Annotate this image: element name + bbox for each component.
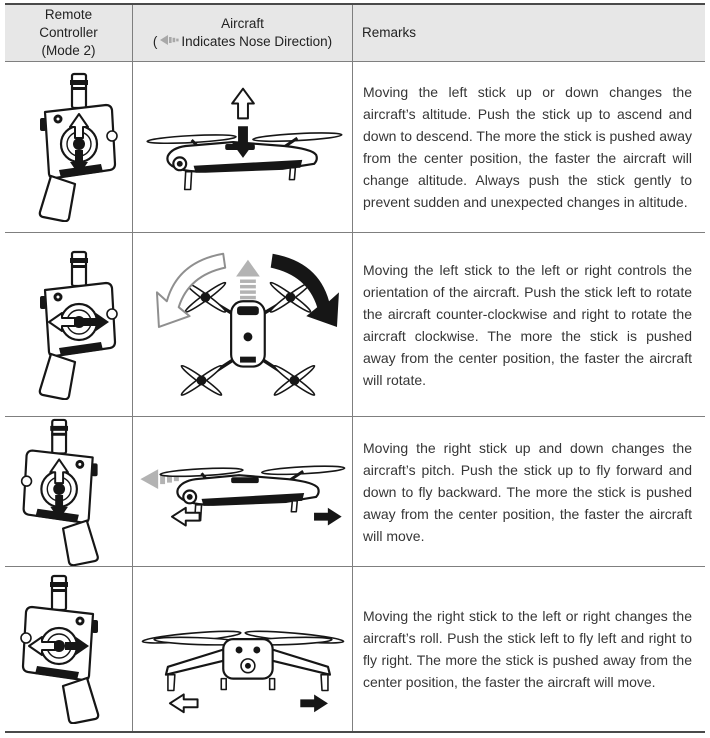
controller-body bbox=[39, 252, 116, 399]
right-stick-up-down-icon bbox=[9, 418, 129, 566]
controller-illustration-row2 bbox=[5, 233, 133, 417]
drone-front-view-left-right-icon bbox=[134, 568, 352, 730]
remarks-row1-text: Moving the left stick up or down changes the aircraft’s altitude. Push the stick up to ascend and down to descend. The more the stick is pushed away from the center position, the faster the aircraft will change altitude. Always push the stick gently to prevent sudden and unexpected changes in altitude. bbox=[363, 84, 692, 210]
drone-side-view-forward-backward-icon bbox=[134, 418, 352, 566]
nose-direction-arrow-up bbox=[236, 259, 260, 299]
header-aircraft-title: Aircraft bbox=[221, 16, 264, 32]
drone-side-view-ascend-descend-icon bbox=[134, 63, 352, 231]
remarks-row3 bbox=[353, 417, 705, 567]
header-remote-controller-line1: Remote bbox=[44, 7, 93, 23]
drone-top-view-rotate-icon bbox=[134, 234, 352, 416]
left-stick-left-right-icon bbox=[9, 250, 129, 400]
left-stick-up-down-icon bbox=[9, 72, 129, 222]
controller-illustration-row1 bbox=[5, 62, 133, 233]
fly-right-arrow-solid-icon bbox=[300, 694, 328, 712]
controller-illustration-row3 bbox=[5, 417, 133, 567]
fly-left-arrow-outline-icon bbox=[169, 694, 197, 712]
header-remote-controller-line3: (Mode 2) bbox=[41, 42, 96, 58]
header-aircraft bbox=[133, 5, 353, 62]
ascend-arrow-outline-icon bbox=[232, 89, 254, 119]
remarks-row4 bbox=[353, 567, 705, 731]
open-paren: ( bbox=[152, 34, 158, 49]
header-aircraft-subtitle bbox=[133, 33, 352, 51]
nose-direction-arrow-icon bbox=[159, 33, 179, 51]
remarks-row2-text: Moving the left stick to the left or right controls the orientation of the aircraft. Push the stick left to rotate the aircraft counter-clockwise and right to rotate the aircraft clockwise. The more the stick is pushed away from the center position, the faster the aircraft will rotate. bbox=[363, 261, 692, 388]
header-remote-controller bbox=[5, 5, 133, 62]
header-aircraft-subtitle-text: Indicates Nose Direction) bbox=[181, 34, 333, 49]
remarks-row2 bbox=[353, 233, 705, 417]
header-remarks bbox=[353, 5, 705, 62]
aircraft-illustration-row1 bbox=[133, 62, 353, 233]
remarks-row3-text: Moving the right stick up and down changes the aircraft’s pitch. Push the stick up to fly forward and down to fly backward. The more the stick is pushed away from the center position, the faster the aircraft will move. bbox=[363, 439, 692, 544]
header-remarks-label: Remarks bbox=[362, 25, 417, 41]
controller-body bbox=[39, 74, 116, 221]
remarks-row4-text: Moving the right stick to the left or right changes the aircraft’s roll. Push the stick left to fly left and right to fly right. The more the stick is pushed away from the center position, the faster the aircraft will move. bbox=[363, 608, 692, 690]
remarks-row1 bbox=[353, 62, 705, 233]
header-remote-controller-line2: Controller bbox=[39, 25, 98, 41]
aircraft-illustration-row2 bbox=[133, 233, 353, 417]
stick-controls-table bbox=[5, 3, 705, 733]
aircraft-illustration-row4 bbox=[133, 567, 353, 731]
drone-front-body bbox=[142, 629, 344, 691]
controller-illustration-row4 bbox=[5, 567, 133, 731]
aircraft-illustration-row3 bbox=[133, 417, 353, 567]
fly-forward-arrow-solid-icon bbox=[314, 507, 342, 525]
controller-body-mirrored bbox=[21, 419, 97, 564]
right-stick-left-right-icon bbox=[9, 574, 129, 724]
